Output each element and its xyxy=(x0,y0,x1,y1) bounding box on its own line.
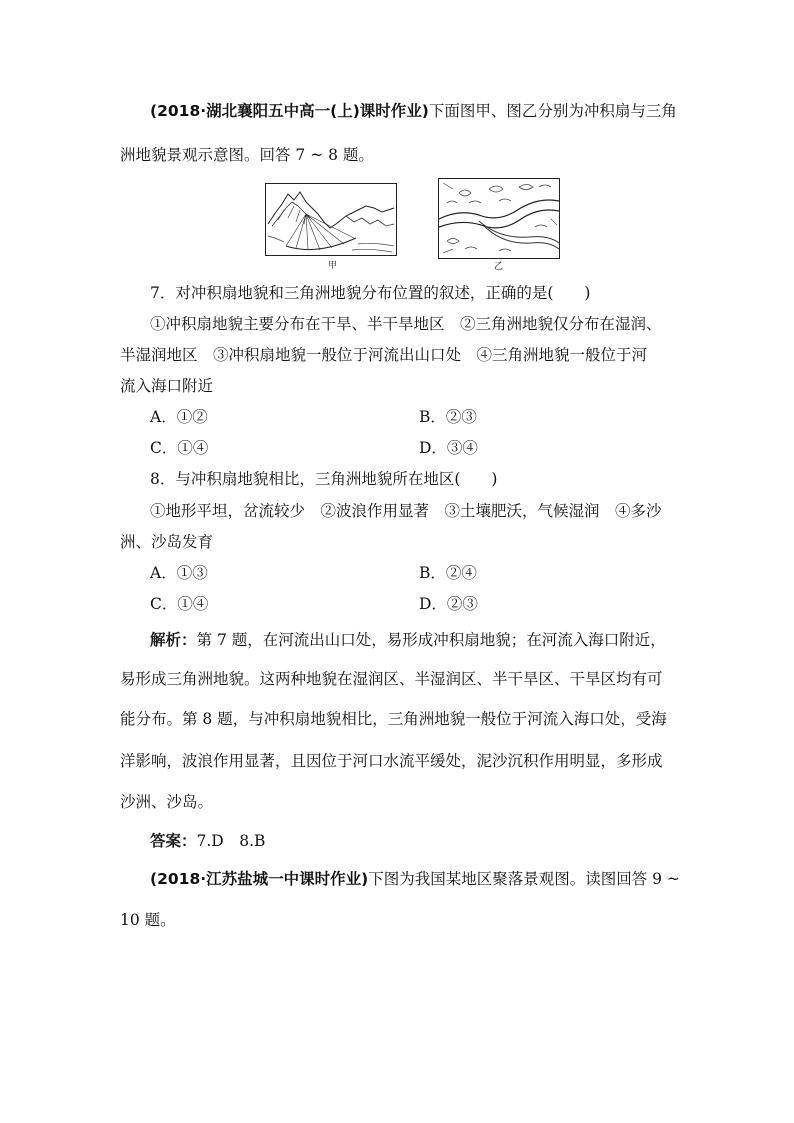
figure-b-caption: 乙 xyxy=(494,262,504,272)
analysis-line-1 xyxy=(150,630,666,650)
q7-text-line-3: 流入海口附近 xyxy=(120,377,214,395)
q8-option-a: A．①③ xyxy=(150,564,208,582)
analysis-line-2: 易形成三角洲地貌。这两种地貌在湿润区、半湿润区、半干旱区、干旱区均有可 xyxy=(120,670,663,688)
q8-option-b: B．②④ xyxy=(419,564,477,582)
q7-option-d: D．③④ xyxy=(419,439,478,457)
q7-option-b: B．②③ xyxy=(419,408,477,426)
q7-text-line-2: 半湿润地区 ③冲积扇地貌一般位于河流出山口处 ④三角洲地貌一般位于河 xyxy=(120,346,648,364)
q8-text-line-1: ①地形平坦，岔流较少 ②波浪作用显著 ③土壤肥沃，气候湿润 ④多沙 xyxy=(150,502,662,520)
intro-1-source: (2018·湖北襄阳五中高一(上)课时作业) xyxy=(150,102,429,120)
intro-2-line-1 xyxy=(150,869,680,889)
answer-value: 7.D 8.B xyxy=(196,832,266,850)
q7-option-a: A．①② xyxy=(150,408,208,426)
delta-figure xyxy=(438,178,560,259)
figure-a-caption: 甲 xyxy=(328,261,338,271)
q8-text-line-2: 洲、沙岛发育 xyxy=(120,533,214,551)
intro-2-line-2: 10 题。 xyxy=(120,911,176,929)
q8-option-c: C．①④ xyxy=(150,595,209,613)
q7-option-c: C．①④ xyxy=(150,439,209,457)
analysis-line-4: 洋影响，波浪作用显著，且因位于河口水流平缓处，泥沙沉积作用明显，多形成 xyxy=(120,752,663,770)
analysis-line-3: 能分布。第 8 题，与冲积扇地貌相比，三角洲地貌一般位于河流入海口处，受海 xyxy=(120,710,667,728)
answer-label: 答案： xyxy=(150,832,197,850)
intro-1-line-1 xyxy=(150,101,677,121)
answer-line xyxy=(150,831,265,851)
intro-2-text: 下图为我国某地区聚落景观图。读图回答 9 ~ xyxy=(368,870,680,888)
alluvial-fan-figure xyxy=(265,183,397,256)
q8-option-d: D．②③ xyxy=(419,595,478,613)
analysis-line-5: 沙洲、沙岛。 xyxy=(120,793,214,811)
alluvial-fan-sketch xyxy=(266,184,396,255)
intro-1-text: 下面图甲、图乙分别为冲积扇与三角 xyxy=(428,102,677,120)
analysis-text-1: 第 7 题，在河流出山口处，易形成冲积扇地貌；在河流入海口附近， xyxy=(196,631,666,649)
q7-stem: 7．对冲积扇地貌和三角洲地貌分布位置的叙述，正确的是( ) xyxy=(150,284,591,302)
analysis-label: 解析： xyxy=(150,631,197,649)
delta-sketch xyxy=(439,179,559,258)
q8-stem: 8．与冲积扇地貌相比，三角洲地貌所在地区( ) xyxy=(150,470,498,488)
q7-text-line-1: ①冲积扇地貌主要分布在干旱、半干旱地区 ②三角洲地貌仅分布在湿润、 xyxy=(150,315,662,333)
intro-1-line-2: 洲地貌景观示意图。回答 7 ~ 8 题。 xyxy=(120,146,374,164)
intro-2-source: (2018·江苏盐城一中课时作业) xyxy=(150,870,369,888)
